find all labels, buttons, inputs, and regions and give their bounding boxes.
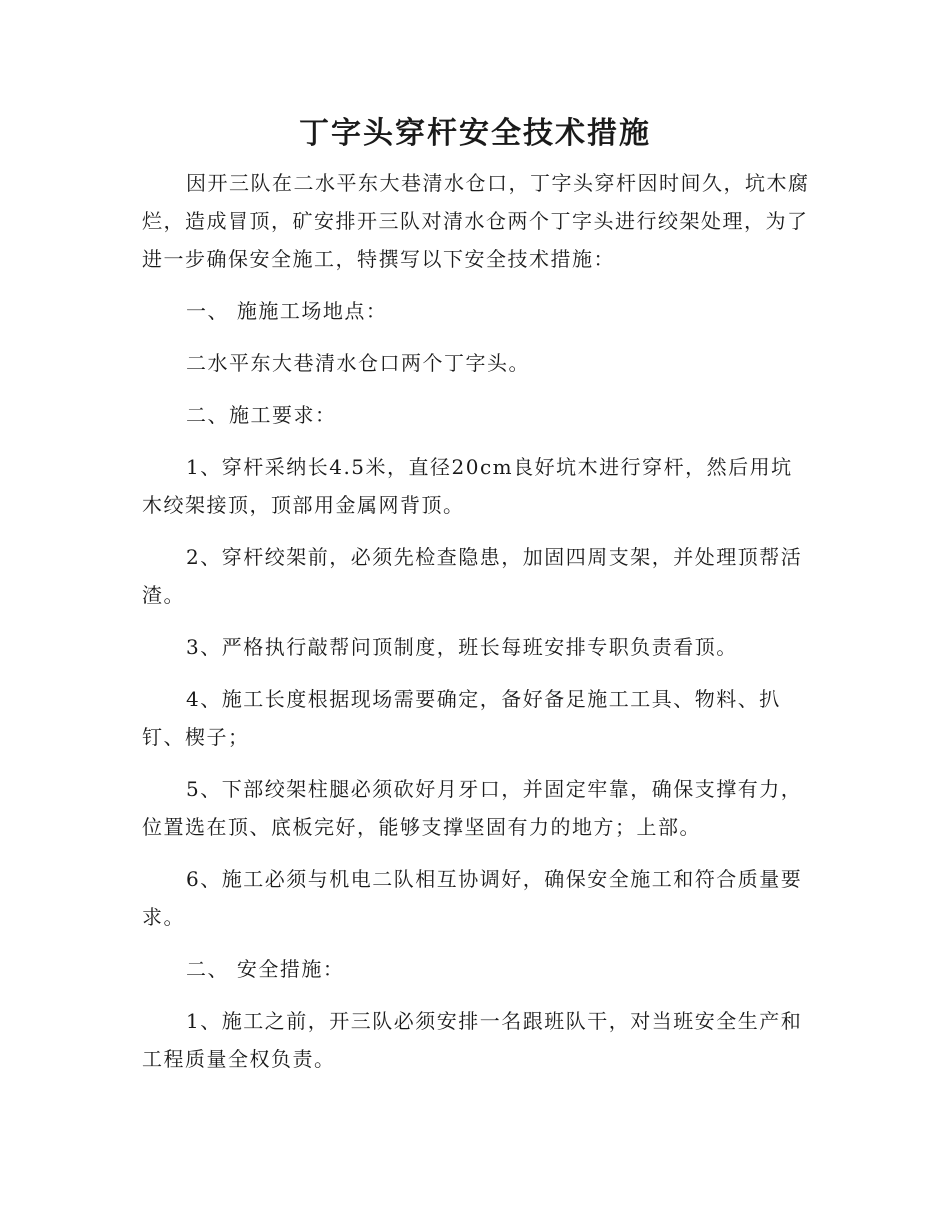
requirement-item-6: 6、施工必须与机电二队相互协调好，确保安全施工和符合质量要求。 <box>142 867 803 929</box>
document-title: 丁字头穿杆安全技术措施 <box>299 116 651 151</box>
document-body <box>142 164 812 1078</box>
requirement-item-2: 2、穿杆绞架前，必须先检查隐患，加固四周支架，并处理顶帮活渣。 <box>142 545 803 607</box>
section-heading-safety: 二、 安全措施： <box>186 957 345 981</box>
safety-item-1: 1、施工之前，开三队必须安排一名跟班队干，对当班安全生产和工程质量全权负责。 <box>142 1009 803 1071</box>
intro-paragraph: 因开三队在二水平东大巷清水仓口，丁字头穿杆因时间久，坑木腐烂，造成冒顶，矿安排开三队对清水仓两个丁字头进行绞架处理，为了进一步确保安全施工，特撰写以下安全技术措施： <box>142 171 810 271</box>
requirement-item-3: 3、严格执行敲帮问顶制度，班长每班安排专职负责看顶。 <box>186 635 738 659</box>
requirement-item-5: 5、下部绞架柱腿必须砍好月牙口，并固定牢靠，确保支撑有力，位置选在顶、底板完好，能够支撑坚固有力的地方；上部。 <box>142 777 803 839</box>
site-location-paragraph: 二水平东大巷清水仓口两个丁字头。 <box>186 351 530 375</box>
section-heading-site: 一、 施施工场地点： <box>186 299 388 323</box>
requirement-item-1: 1、穿杆采纳长4.5米，直径20cm良好坑木进行穿杆，然后用坑木绞架接顶，顶部用金属网背顶。 <box>142 455 793 517</box>
section-heading-requirements: 二、施工要求： <box>186 403 337 427</box>
requirement-item-4: 4、施工长度根据现场需要确定，备好备足施工工具、物料、扒钉、楔子； <box>142 687 781 749</box>
